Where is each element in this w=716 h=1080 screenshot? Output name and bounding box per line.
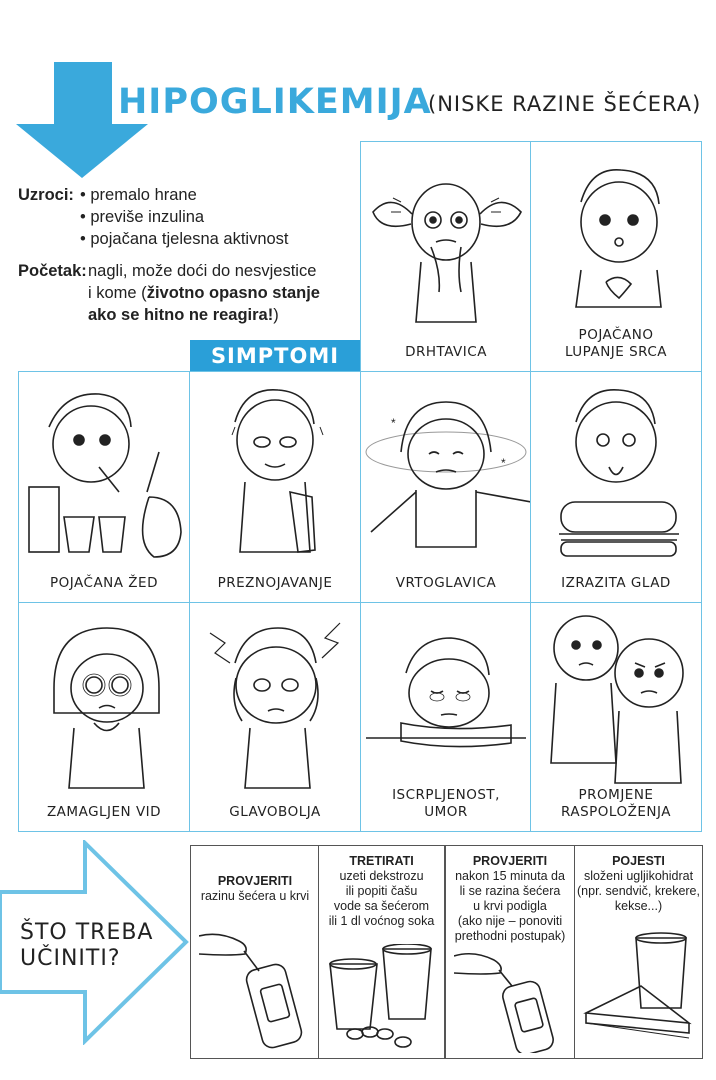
symptom-cell-hunger [530,371,702,603]
step-treat: TRETIRATI uzeti dekstrozu ili popiti čašu vode sa šećerom ili 1 dl voćnog soka [318,845,445,1059]
symptom-cell-dizziness [360,371,532,603]
trembling-girl-icon [361,142,531,371]
symptom-label: VRTOGLAVICA [395,575,497,591]
svg-text:*: * [391,416,396,430]
glasses-and-tablets-icon [325,944,440,1054]
thirst-boy-icon [19,372,189,602]
step-recheck: PROVJERITI nakon 15 minuta da li se razina šećera u krvi podigla (ako nije – ponoviti prethodni postupak) [445,845,575,1059]
sandwich-and-glass-icon [581,928,696,1053]
list-item: • previše inzulina [80,208,205,226]
list-item: • premalo hrane [80,186,197,204]
symptom-label: POJAČANA ŽED [50,575,158,591]
step-eat: POJESTI složeni ugljikohidrat (npr. sendvič, krekere, kekse...) [574,845,703,1059]
symptom-label: POJAČANO LUPANJE SRCA [564,327,668,360]
symptom-cell-palpitations [530,141,702,372]
blurred-vision-girl-icon [19,603,189,831]
symptom-cell-thirst [18,371,190,603]
glucometer-icon [454,948,569,1053]
step-check-blood-sugar: PROVJERITI razinu šećera u krvi [190,845,320,1059]
page-title: HIPOGLIKEMIJA [118,82,432,122]
causes-list [80,184,350,250]
symptom-cell-fatigue [360,602,532,832]
symptom-label: ZAMAGLJEN VID [46,804,162,820]
causes-label: Uzroci: [18,186,74,204]
symptom-cell-headache [189,602,361,832]
what-to-do-heading: ŠTO TREBA UČINITI? [20,920,154,971]
dizziness-girl-icon [361,372,531,602]
list-item: • pojačana tjelesna aktivnost [80,230,289,248]
symptom-label: PREZNOJAVANJE [217,575,333,591]
glucometer-icon [199,926,311,1051]
onset-text: nagli, može doći do nesvjestice i kome (životno opasno stanje ako se hitno ne reagira!) [88,262,320,324]
onset-label: Početak: [18,262,87,280]
headache-boy-icon [190,603,360,831]
symptom-cell-blurred-vision [18,602,190,832]
symptom-cell-trembling [360,141,532,372]
svg-text:*: * [501,456,506,470]
symptom-label: IZRAZITA GLAD [561,575,671,591]
sweating-boy-icon [190,372,360,602]
page-subtitle: (NISKE RAZINE ŠEĆERA) [428,92,702,116]
symptom-cell-sweating [189,371,361,603]
symptom-label: ISCRPLJENOST, UMOR [392,787,500,820]
symptom-label: DRHTAVICA [405,344,487,360]
symptom-cell-mood-changes [530,602,702,832]
symptom-label: PROMJENE RASPOLOŽENJA [561,787,671,820]
symptoms-banner: SIMPTOMI [190,340,360,372]
symptom-label: GLAVOBOLJA [229,804,321,820]
hunger-boy-icon [531,372,701,602]
